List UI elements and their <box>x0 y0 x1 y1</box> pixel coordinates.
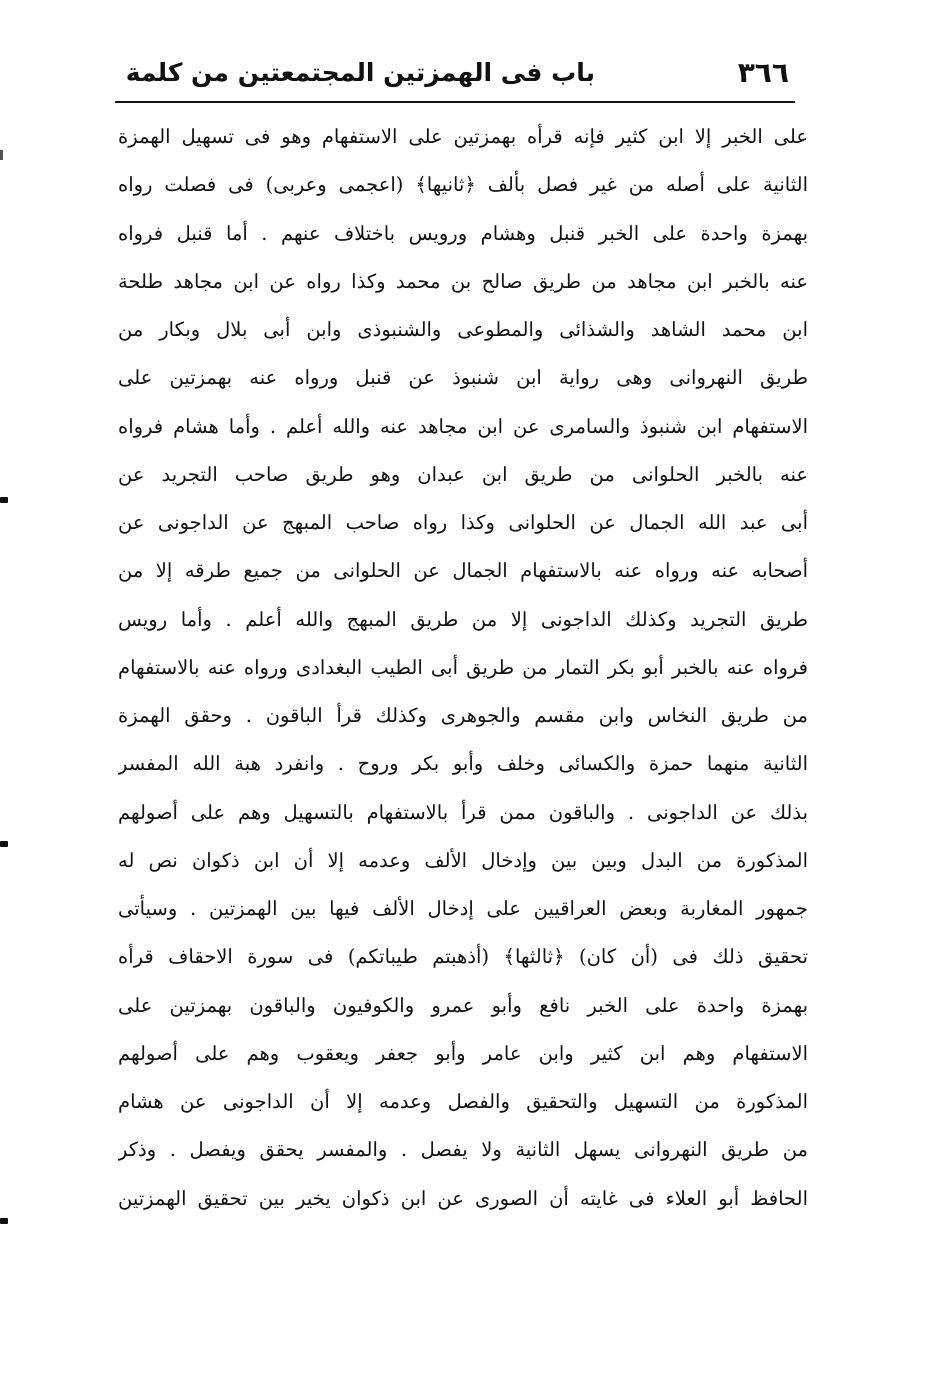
text-line: الثانية منهما حمزة والكسائى وخلف وأبو بكر وروح . وانفرد هبة الله المفسر <box>118 752 808 776</box>
margin-mark <box>0 841 8 847</box>
text-line: جمهور المغاربة وبعض العراقيين على إدخال الألف فيها بين الهمزتين . وسيأتى <box>118 897 808 920</box>
page-number: ٣٦٦ <box>737 56 789 89</box>
text-line: عنه بالخبر الحلوانى من طريق ابن عبدان وهو طريق صاحب التجريد عن <box>118 462 808 486</box>
text-line: عنه بالخبر ابن مجاهد من طريق صالح بن محمد وكذا رواه عن ابن مجاهد طلحة <box>118 269 808 293</box>
text-line: من طريق النهروانى يسهل الثانية ولا يفصل . والمفسر يحقق ويفصل . وذكر <box>118 1138 808 1162</box>
margin-mark <box>0 1218 8 1224</box>
text-line: الاستفهام ابن شنبوذ والسامرى عن ابن مجاهد عنه والله أعلم . وأما هشام فرواه <box>118 414 808 438</box>
text-line: أصحابه عنه ورواه عنه بالاستفهام الجمال عن الحلوانى من جميع طرقه إلا من <box>118 559 808 583</box>
text-line: بذلك عن الداجونى . والباقون ممن قرأ بالاستفهام بالتسهيل وهم على أصولهم <box>118 800 808 824</box>
text-line: طريق النهروانى وهى رواية ابن شنبوذ عن قنبل ورواه عنه بهمزتين على <box>118 366 808 390</box>
page-header <box>115 52 795 96</box>
text-line: الاستفهام وهم ابن كثير وابن عامر وأبو جعفر ويعقوب وهم على أصولهم <box>118 1041 808 1065</box>
text-line: على الخبر إلا ابن كثير فإنه قرأه بهمزتين على الاستفهام وهو فى تسهيل الهمزة <box>118 125 808 148</box>
text-line: فرواه عنه بالخبر أبو بكر التمار من طريق أبى الطيب البغدادى ورواه عنه بالاستفهام <box>118 655 808 679</box>
text-line: بهمزة واحدة على الخبر قنبل وهشام ورويس باختلاف عنهم . أما قنبل فرواه <box>118 221 808 245</box>
text-line: ابن محمد الشاهد والشذائى والمطوعى والشنبوذى وابن أبى بلال وبكار من <box>118 318 808 341</box>
margin-mark <box>0 497 8 503</box>
margin-tick <box>0 150 3 160</box>
text-line: طريق التجريد وكذلك الداجونى إلا من طريق المبهج والله أعلم . وأما رويس <box>118 607 808 631</box>
text-line: المذكورة من البدل وبين بين وإدخال الألف وعدمه إلا أن ابن ذكوان نص له <box>118 848 808 872</box>
text-line: أبى عبد الله الجمال عن الحلوانى وكذا رواه صاحب المبهج عن الداجونى عن <box>118 511 808 534</box>
body-text <box>118 113 808 1223</box>
text-line: الثانية على أصله من غير فصل بألف ﴿ثانيها﴾ (اعجمى وعربى) فى فصلت رواه <box>118 173 808 197</box>
text-line: المذكورة من التسهيل والتحقيق والفصل وعدمه إلا أن الداجونى عن هشام <box>118 1090 808 1113</box>
running-title: باب فى الهمزتين المجتمعتين من كلمة <box>125 58 595 87</box>
text-line: بهمزة واحدة على الخبر نافع وأبو عمرو والكوفيون والباقون بهمزتين على <box>118 993 808 1017</box>
text-line: من طريق النخاس وابن مقسم والجوهرى وكذلك قرأ الباقون . وحقق الهمزة <box>118 704 808 727</box>
text-line: تحقيق ذلك فى (أن كان) ﴿ثالثها﴾ (أذهبتم طيباتكم) فى سورة الاحقاف قرأه <box>118 945 808 969</box>
header-rule <box>115 101 795 103</box>
text-line: الحافظ أبو العلاء فى غايته أن الصورى عن ابن ذكوان يخير بين تحقيق الهمزتين <box>118 1186 808 1210</box>
